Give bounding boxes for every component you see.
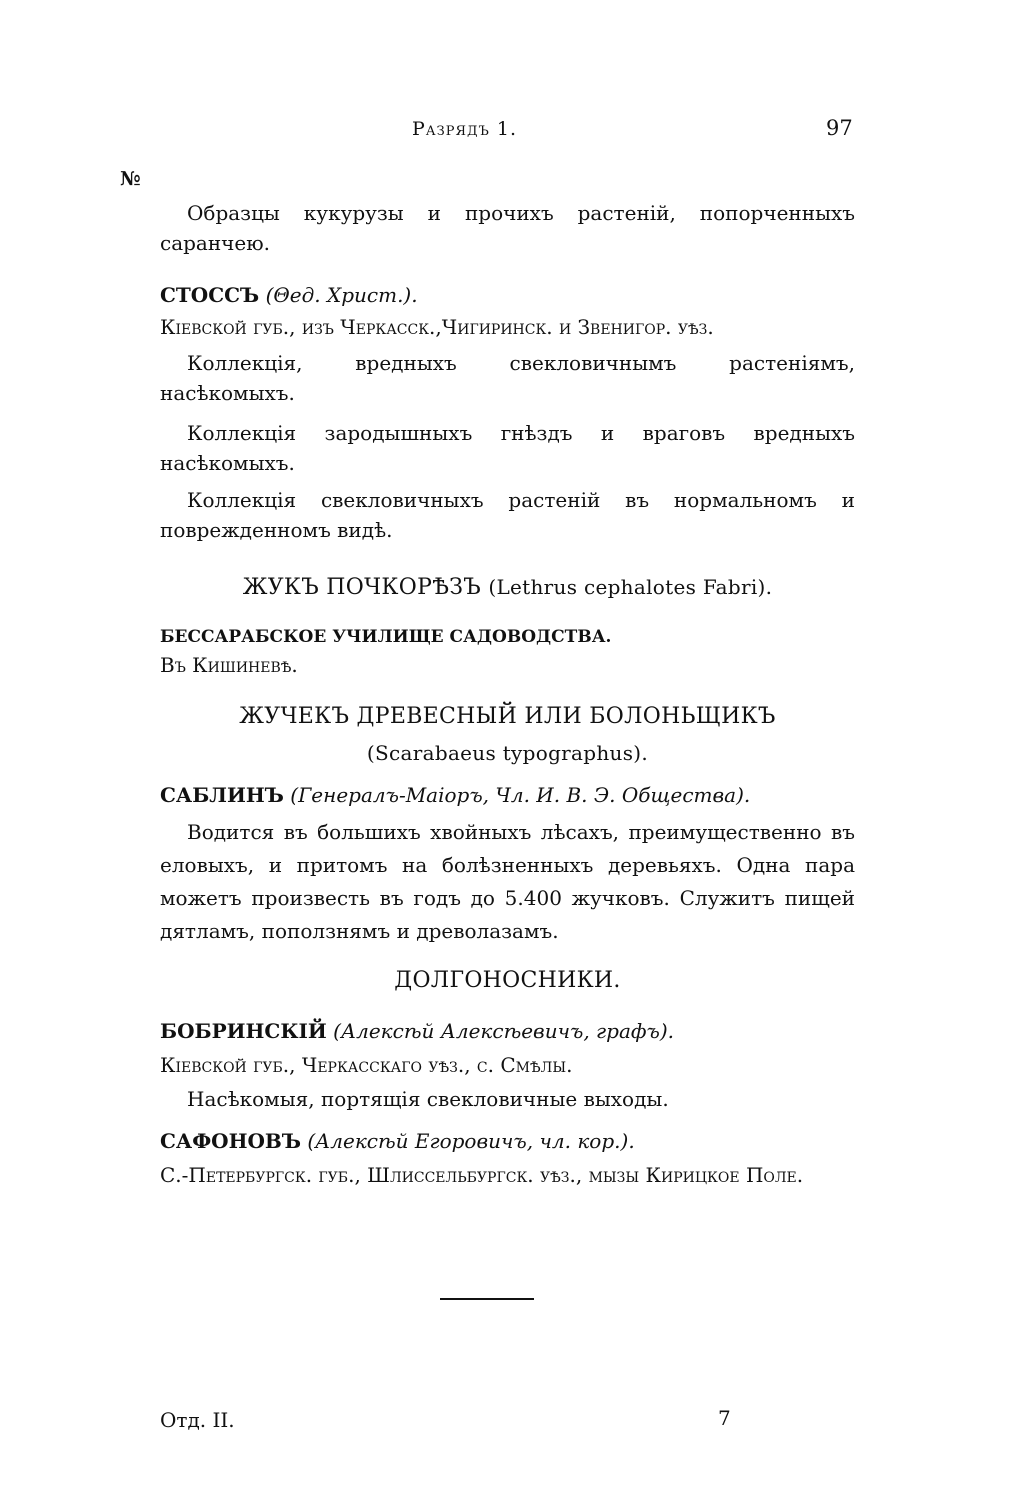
footer-signature: 7: [718, 1406, 731, 1430]
margin-mark: №: [120, 168, 141, 190]
heading-text: ЖУКЪ ПОЧКОРѢЗЪ: [242, 575, 482, 600]
footer-section-label: Отд. II.: [160, 1408, 235, 1432]
item-text: Коллекцiя свекловичныхъ растенiй въ нормальномъ и поврежденномъ видѣ.: [160, 488, 855, 542]
exhibitor-name: БОБРИНСКIЙ: [160, 1019, 327, 1043]
page-number: 97: [826, 116, 853, 140]
latin-name: (Lethrus cephalotes Fabri).: [488, 575, 773, 599]
section-heading: [160, 702, 855, 732]
description-text: Водится въ большихъ хвойныхъ лѣсахъ, преимущественно въ еловыхъ, и притомъ на болѣзненныхъ деревьяхъ. Одна пара можетъ произвесть въ годъ до 5.400 жучковъ. Служитъ пищей дятламъ, поползнямъ и древолазамъ.: [160, 820, 855, 943]
exhibitor-info: (Θед. Христ.).: [265, 283, 418, 307]
exhibitor-name: САБЛИНЪ: [160, 783, 284, 807]
latin-name: (Scarabaeus typographus).: [366, 741, 649, 765]
exhibitor-location: [160, 312, 855, 342]
exhibitor-info: (Генералъ-Маiоръ, Чл. И. В. Э. Общества).: [290, 783, 751, 807]
exhibitor-location: Кiевской губ., Черкасскаго уѣз., с. Смѣлы.: [160, 1053, 573, 1077]
running-head: Разрядъ 1.: [412, 118, 518, 140]
exhibitor-name: СТОССЪ: [160, 283, 260, 307]
exhibitor-location: С.-Петербургск. губ., Шлиссельбургск. уѣз., мызы Кирицкое Поле.: [160, 1163, 804, 1187]
exhibitor-location: Въ Кишиневѣ.: [160, 653, 298, 677]
end-rule: [440, 1298, 534, 1300]
heading-text: ДОЛГОНОСНИКИ.: [394, 968, 621, 993]
section-heading: [160, 966, 855, 996]
section-1: [160, 198, 855, 258]
heading-text: ЖУЧЕКЪ ДРЕВЕСНЫЙ ИЛИ БОЛОНЬЩИКЪ: [239, 704, 776, 729]
location-text: Кiевской губ., изъ Черкасск.,Чигиринск. и Звенигор. уѣз.: [160, 315, 714, 339]
exhibitor-info: (Алексѣй Егоровичъ, чл. кор.).: [307, 1129, 635, 1153]
item-text: Коллекцiя зародышныхъ гнѣздъ и враговъ вредныхъ насѣкомыхъ.: [160, 421, 855, 475]
item-text: Насѣкомыя, портящiя свекловичные выходы.: [187, 1087, 669, 1111]
exhibitor-entry: [160, 1126, 855, 1156]
item-text: Коллекцiя, вредныхъ свекловичнымъ растенiямъ, насѣкомыхъ.: [160, 351, 855, 405]
exhibitor-entry: [160, 1016, 855, 1046]
exhibitor-entry: [160, 280, 855, 310]
exhibitor-info: (Алексѣй Алексѣевичъ, графъ).: [333, 1019, 675, 1043]
exhibitor-name: САФОНОВЪ: [160, 1129, 301, 1153]
item-text: Образцы кукурузы и прочихъ растенiй, попорченныхъ саранчею.: [160, 201, 855, 255]
section-heading: [160, 572, 855, 603]
exhibitor-name: БЕССАРАБСКОЕ УЧИЛИЩЕ САДОВОДСТВА.: [160, 627, 612, 647]
exhibitor-entry: [160, 780, 855, 810]
